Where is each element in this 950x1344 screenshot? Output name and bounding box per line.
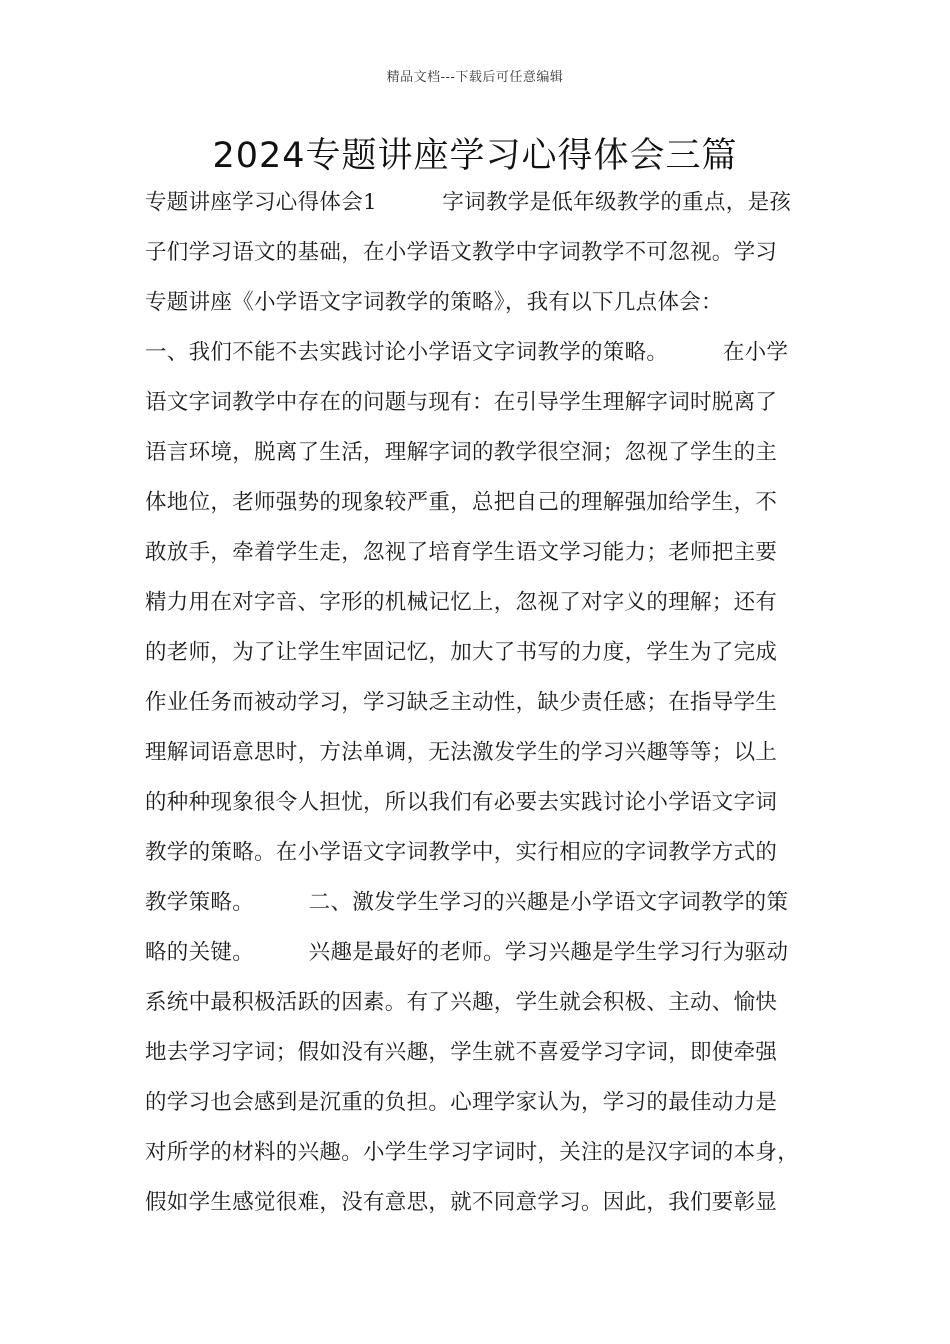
body-line: 敢放手，牵着学生走，忽视了培育学生语文学习能力；老师把主要 [145, 540, 778, 565]
body-line: 地去学习字词；假如没有兴趣，学生就不喜爱学习字词，即使牵强 [145, 1040, 778, 1065]
body-text [145, 178, 835, 1228]
body-line: 对所学的材料的兴趣。小学生学习字词时，关注的是汉字词的本身， [145, 1140, 800, 1165]
body-line: 子们学习语文的基础，在小学语文教学中字词教学不可忽视。学习 [145, 240, 778, 265]
body-line: 略的关键。 兴趣是最好的老师。学习兴趣是学生学习行为驱动 [145, 940, 789, 965]
body-line: 体地位，老师强势的现象较严重，总把自己的理解强加给学生，不 [145, 490, 778, 515]
body-line: 系统中最积极活跃的因素。有了兴趣，学生就会积极、主动、愉快 [145, 990, 778, 1015]
body-line: 一、我们不能不去实践讨论小学语文字词教学的策略。 在小学 [145, 340, 789, 365]
document-title: 2024专题讲座学习心得体会三篇 [212, 136, 738, 176]
body-line: 专题讲座学习心得体会1 字词教学是低年级教学的重点，是孩 [145, 190, 792, 215]
body-line: 精力用在对字音、字形的机械记忆上，忽视了对字义的理解；还有 [145, 590, 778, 615]
body-line: 假如学生感觉很难，没有意思，就不同意学习。因此，我们要彰显 [145, 1190, 778, 1215]
body-line: 的种种现象很令人担忧，所以我们有必要去实践讨论小学语文字词 [145, 790, 778, 815]
body-line: 教学的策略。在小学语文字词教学中，实行相应的字词教学方式的 [145, 840, 778, 865]
body-line: 教学策略。 二、激发学生学习的兴趣是小学语文字词教学的策 [145, 890, 789, 915]
body-line: 的学习也会感到是沉重的负担。心理学家认为，学习的最佳动力是 [145, 1090, 778, 1115]
body-line: 的老师，为了让学生牢固记忆，加大了书写的力度，学生为了完成 [145, 640, 778, 665]
header-note: 精品文档---下载后可任意编辑 [386, 70, 564, 85]
body-line: 语文字词教学中存在的问题与现有：在引导学生理解字词时脱离了 [145, 390, 778, 415]
body-line: 理解词语意思时，方法单调，无法激发学生的学习兴趣等等；以上 [145, 740, 778, 765]
body-line: 作业任务而被动学习，学习缺乏主动性，缺少责任感；在指导学生 [145, 690, 778, 715]
body-line: 专题讲座《小学语文字词教学的策略》，我有以下几点体会： [145, 290, 723, 315]
body-line: 语言环境，脱离了生活，理解字词的教学很空洞；忽视了学生的主 [145, 440, 778, 465]
